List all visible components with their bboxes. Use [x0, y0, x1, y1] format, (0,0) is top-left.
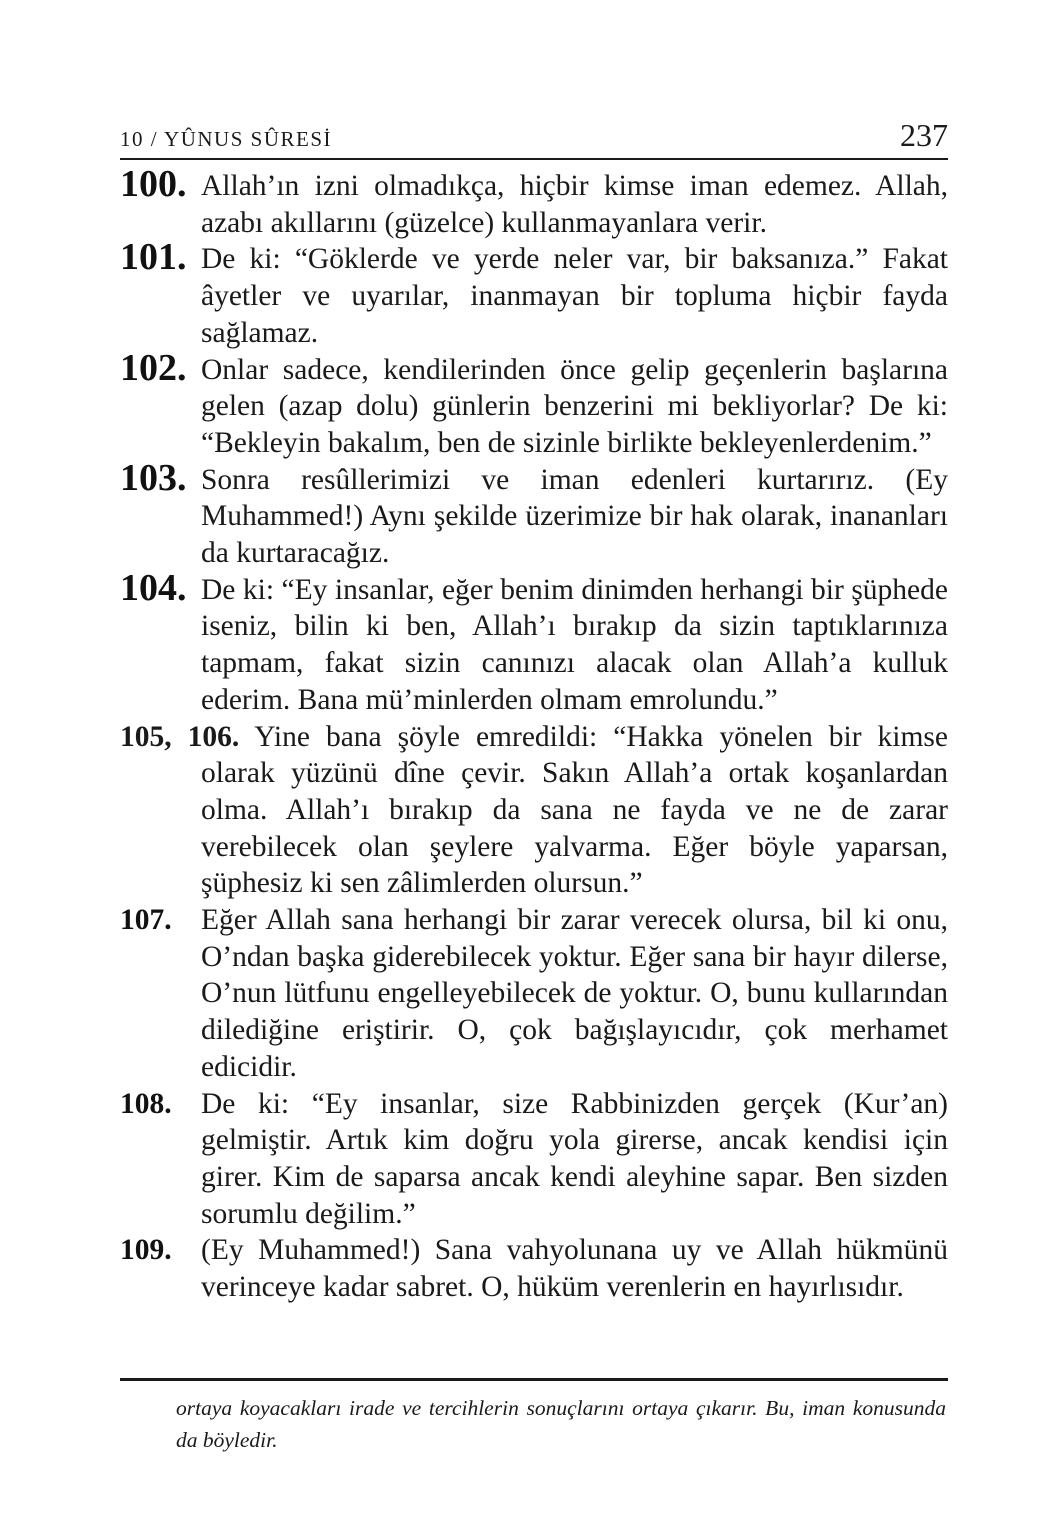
verse-text: De ki: “Göklerde ve yerde neler var, bir baksanıza.” Fakat âyetler ve uyarılar, inanmayan bir topluma hiçbir fayda sağlamaz. [201, 243, 948, 349]
verse-text: Sonra resûllerimizi ve iman edenleri kurtarırız. (Ey Muhammed!) Aynı şekilde üzerimize bir hak olarak, inananları da kurtaracağız. [201, 463, 948, 570]
verse-number: 102. [120, 346, 187, 389]
verse-101 [120, 236, 948, 351]
verse-105-106 [120, 719, 948, 903]
verse-text: Onlar sadece, kendilerinden önce gelip geçenlerin başlarına gelen (azap dolu) günlerin benzerini mi bekliyorlar? De ki: “Bekleyin bakalım, ben de sizinle birlikte bekleyenlerdenim.” [201, 353, 948, 459]
verse-number: 103. [120, 456, 187, 499]
verse-text: Allah’ın izni olmadıkça, hiçbir kimse iman edemez. Allah, azabı akıllarını (güzelce) kullanmayanlara verir. [201, 170, 948, 239]
page-header [120, 112, 948, 160]
verse-number: 107. [120, 904, 172, 937]
verse-100 [120, 163, 948, 241]
verse-text: Eğer Allah sana herhangi bir zarar verecek olursa, bil ki onu, O’ndan başka giderebilecek yoktur. Eğer sana bir hayır dilerse, O’nun lütfunu engelleyebilecek de yoktur. O, bunu kullarından dilediğine eriştirir. O, çok bağışlayıcıdır, çok merhamet edicidir. [201, 904, 948, 1083]
verse-list [120, 163, 949, 1306]
verse-number: 101. [120, 236, 187, 279]
page-number: 237 [900, 117, 948, 153]
footnote: ortaya koyacakları irade ve tercihlerin sonuçlarını ortaya çıkarır. Bu, iman konusunda da böyledir. [176, 1396, 946, 1452]
verse-number: 104. [120, 566, 187, 609]
verse-text: (Ey Muhammed!) Sana vahyolunana uy ve Allah hükmünü verinceye kadar sabret. O, hüküm verenlerin en hayırlısıdır. [201, 1234, 948, 1304]
verse-number: 109. [120, 1234, 172, 1267]
verse-104 [120, 566, 948, 719]
verse-text: Yine bana şöyle emredildi: “Hakka yönelen bir kimse olarak yüzünü dîne çevir. Sakın Allah’a ortak koşanlardan olma. Allah’ı bırakıp da sana ne fayda ve ne de zarar verebilecek olan şeylere yalvarma. Eğer böyle yaparsan, şüphesiz ki sen zâlimlerden olursun.” [201, 720, 949, 900]
verse-107 [120, 902, 948, 1086]
footnote-divider [120, 1378, 948, 1381]
verse-number: 108. [120, 1087, 172, 1120]
verse-108 [120, 1086, 948, 1233]
verse-102 [120, 346, 948, 462]
chapter-title: 10 / YÛNUS SÛRESİ [120, 127, 332, 151]
verse-number: 100. [120, 163, 187, 205]
verse-text: De ki: “Ey insanlar, size Rabbinizden gerçek (Kur’an) gelmiştir. Artık kim doğru yola girerse, ancak kendisi için girer. Kim de saparsa ancak kendi aleyhine sapar. Ben sizden sorumlu değilim.” [201, 1087, 948, 1230]
verse-number: 105, 106. [120, 720, 240, 753]
verse-109 [120, 1232, 948, 1305]
verse-text: De ki: “Ey insanlar, eğer benim dinimden herhangi bir şüphede iseniz, bilin ki ben, Allah’ı bırakıp da sizin taptıklarınıza tapmam, fakat sizin canınızı alacak olan Allah’a kulluk ederim. Bana mü’minlerden olmam emrolundu.” [201, 573, 948, 716]
verse-103 [120, 456, 948, 572]
